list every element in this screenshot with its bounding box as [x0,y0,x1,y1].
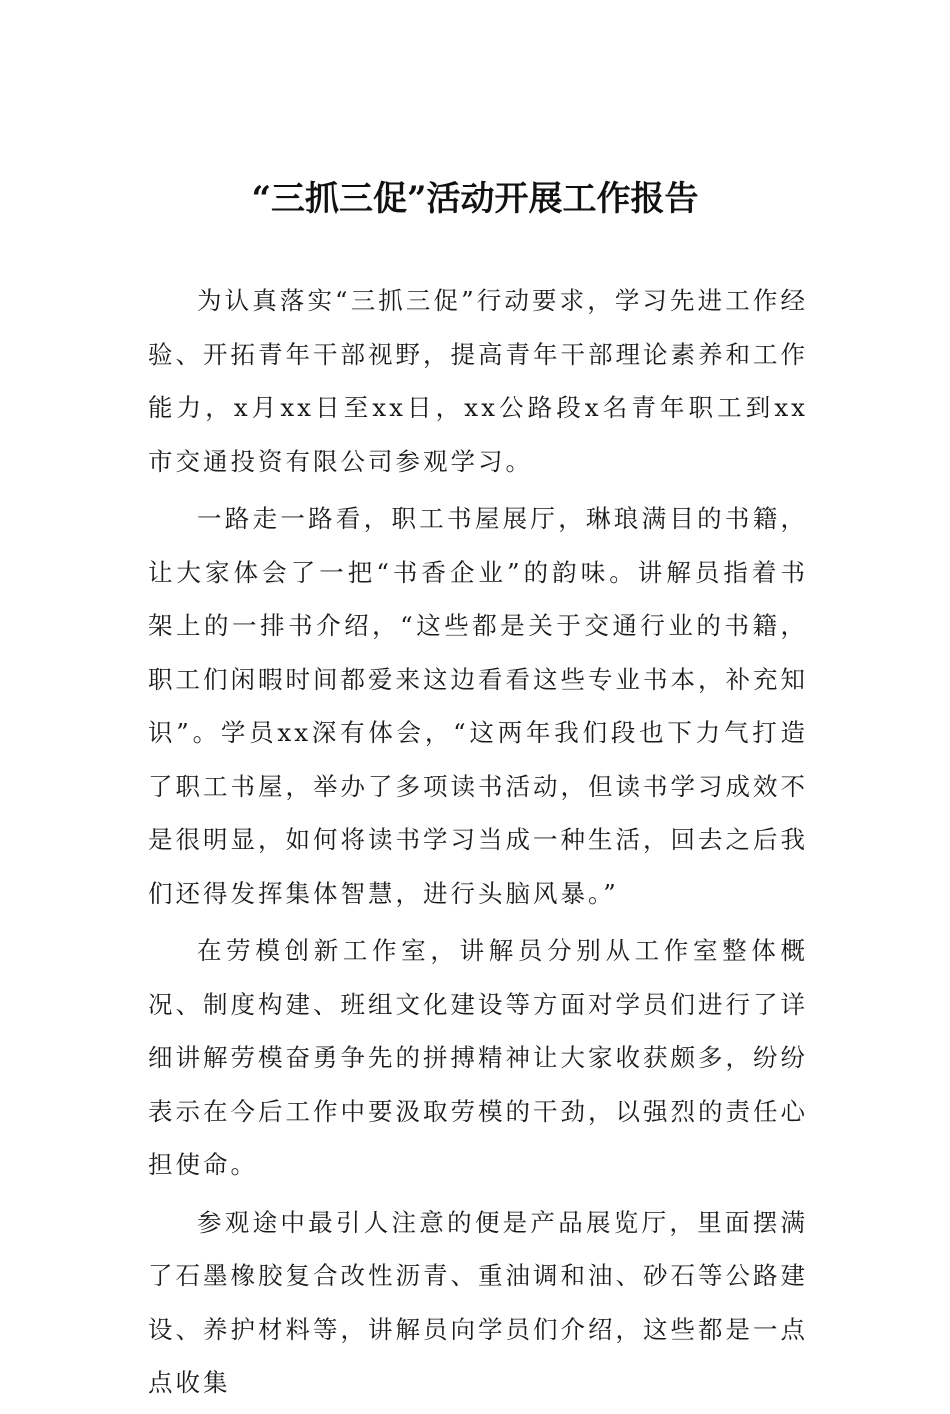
paragraph-book-house: 一路走一路看，职工书屋展厅，琳琅满目的书籍，让大家体会了一把“书香企业”的韵味。讲解员指着书架上的一排书介绍，“这些都是关于交通行业的书籍，职工们闲暇时间都爱来这边看看这些专业书本，补充知识”。学员xx深有体会，“这两年我们段也下力气打造了职工书屋，举办了多项读书活动，但读书学习成效不是很明显，如何将读书学习当成一种生活，回去之后我们还得发挥集体智慧，进行头脑风暴。” [148,504,808,908]
document-body [148,274,808,1414]
paragraph-model-workshop: 在劳模创新工作室，讲解员分别从工作室整体概况、制度构建、班组文化建设等方面对学员们进行了详细讲解劳模奋勇争先的拼搏精神让大家收获颇多，纷纷表示在今后工作中要汲取劳模的干劲，以强烈的责任心担使命。 [148,936,808,1179]
document-title: “三抓三促”活动开展工作报告 [251,179,699,219]
paragraph-product-hall: 参观途中最引人注意的便是产品展览厅，里面摆满了石墨橡胶复合改性沥青、重油调和油、砂石等公路建设、养护材料等，讲解员向学员们介绍，这些都是一点点收集 [148,1207,808,1397]
paragraph-intro: 为认真落实“三抓三促”行动要求，学习先进工作经验、开拓青年干部视野，提高青年干部理论素养和工作能力，x月xx日至xx日，xx公路段x名青年职工到xx市交通投资有限公司参观学习。 [148,286,808,476]
